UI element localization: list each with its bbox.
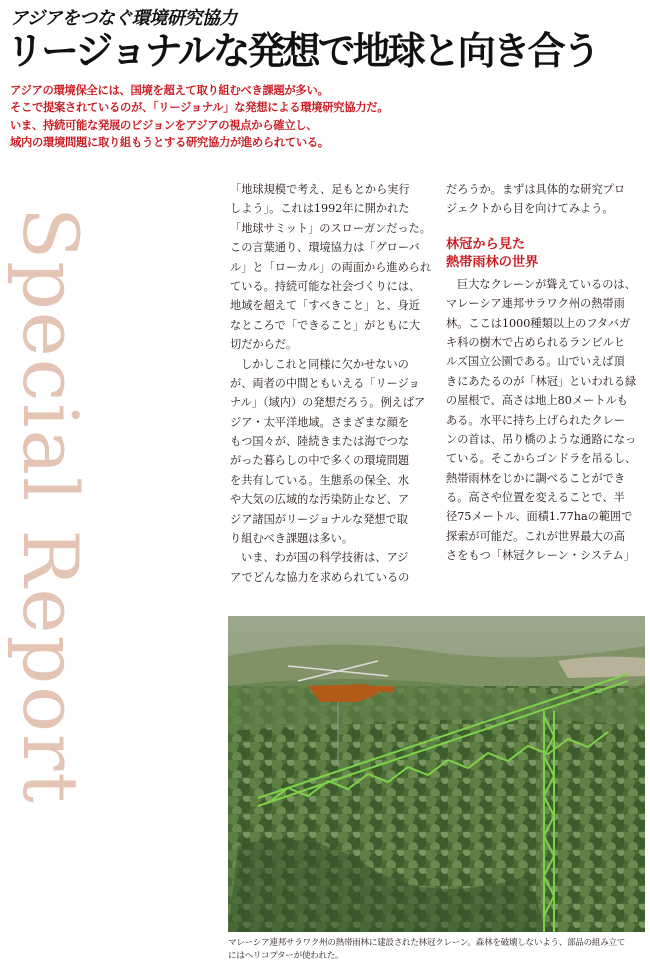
body-text-line: ル」と「ローカル」の両面から進められ (230, 260, 432, 274)
body-text-line: なところで「できること」がともに大 (230, 318, 421, 332)
body-text-line: もつ国々が、陸続きまたは海でつな (230, 435, 410, 449)
body-text-line: が、両者の中間ともいえる「リージョ (230, 376, 420, 390)
body-column-1 (230, 180, 430, 587)
body-text-line: がった暮らしの中で多くの環境問題 (230, 454, 410, 468)
body-text-line: 切だからだ。 (230, 338, 298, 352)
body-text-line: 巨大なクレーンが聳えているのは、 (457, 277, 636, 291)
body-text-line: キ科の樹木で占められるランビルヒ (446, 335, 626, 349)
body-text-line: だろうか。まずは具体的な研究プロ (446, 183, 626, 196)
body-text-line: 林。ここは1000種類以上のフタバガ (446, 316, 631, 330)
body-text-line: さをもつ「林冠クレーン・システム」 (446, 549, 635, 563)
canopy-crane-illustration (228, 616, 645, 932)
canopy-crane-photo (228, 616, 645, 932)
body-text-line: いま、わが国の科学技術は、アジ (241, 551, 409, 565)
body-text-line: ている。そこからゴンドラを吊るし、 (446, 452, 637, 466)
body-column-2 (446, 180, 642, 566)
body-text-line: アでどんな協力を求められているの (230, 570, 410, 584)
body-text-line: の屋根で、高さは地上80メートルも (446, 394, 628, 408)
caption-line: にはヘリコプターが使われた。 (228, 951, 344, 961)
lead-line: そこで提案されているのが、「リージョナル」な発想による環境研究協力だ。 (10, 101, 389, 115)
lead-line: 域内の環境問題に取り組もうとする研究協力が進められている。 (10, 136, 329, 150)
body-text-line: を共有している。生態系の保全、水 (230, 473, 410, 487)
photo-caption (228, 937, 648, 963)
body-text-line: 径75メートル、面積1.77haの範囲で (446, 510, 633, 524)
lead-line: いま、持続可能な発展のビジョンをアジアの視点から確立し、 (10, 118, 318, 132)
lead-paragraph (10, 82, 430, 152)
body-text-line: ナル」（域内）の発想だろう。例えばア (230, 396, 426, 410)
body-text-line: ある。水平に持ち上げられたクレー (446, 413, 626, 427)
body-text-line: る。高さや位置を変えることで、半 (446, 491, 625, 505)
body-text-line: り組むべき課題は多い。 (230, 532, 354, 546)
body-text-line: 地域を超えて「すべきこと」と、身近 (230, 299, 420, 313)
body-text-line: ジェクトから目を向けてみよう。 (446, 202, 614, 216)
body-text-line: ジア諸国がリージョナルな発想で取 (230, 512, 408, 526)
body-text-line: しよう」。これは1992年に開かれた (230, 202, 410, 216)
body-text-line: この言葉通り、環境協力は「グローバ (230, 241, 420, 255)
body-text-line: マレーシア連邦サラワク州の熱帯雨 (446, 297, 625, 311)
body-text-line: ジア・太平洋地域。さまざまな顔を (230, 415, 410, 429)
body-text-line: きにあたるのが「林冠」といわれる緑 (446, 374, 637, 388)
body-text-line: ている。持続可能な社会づくりには、 (230, 279, 421, 293)
section-heading (446, 236, 642, 272)
body-text-line: しかしこれと同様に欠かせないの (241, 357, 409, 371)
body-text-line: 熱帯雨林をじかに調べることができ (446, 471, 626, 485)
body-text-line: や大気の広域的な汚染防止など、ア (230, 493, 410, 507)
body-text-line: ルズ国立公園である。山でいえば頂 (446, 355, 625, 369)
body-text-line: 「地球サミット」のスローガンだった。 (230, 221, 431, 235)
kicker: アジアをつなぐ環境研究協力 (10, 8, 237, 29)
section-heading-line: 熱帯雨林の世界 (446, 254, 539, 270)
body-text-line: 「地球規模で考え、足もとから実行 (230, 183, 410, 196)
section-heading-line: 林冠から見た (446, 236, 526, 252)
body-text-line: ンの首は、吊り橋のような通路になっ (446, 432, 637, 446)
body-text-line: 探索が可能だ。これが世界最大の高 (446, 529, 626, 543)
lead-line: アジアの環境保全には、国境を超えて取り組むべき課題が多い。 (10, 84, 329, 97)
headline: リージョナルな発想で地球と向き合う (6, 29, 598, 73)
caption-line: マレーシア連邦サラワク州の熱帯雨林に建設された林冠クレーン。森林を破壊しないよう、部品の組み立て (228, 938, 626, 948)
special-report-label: Special Report (6, 207, 95, 805)
